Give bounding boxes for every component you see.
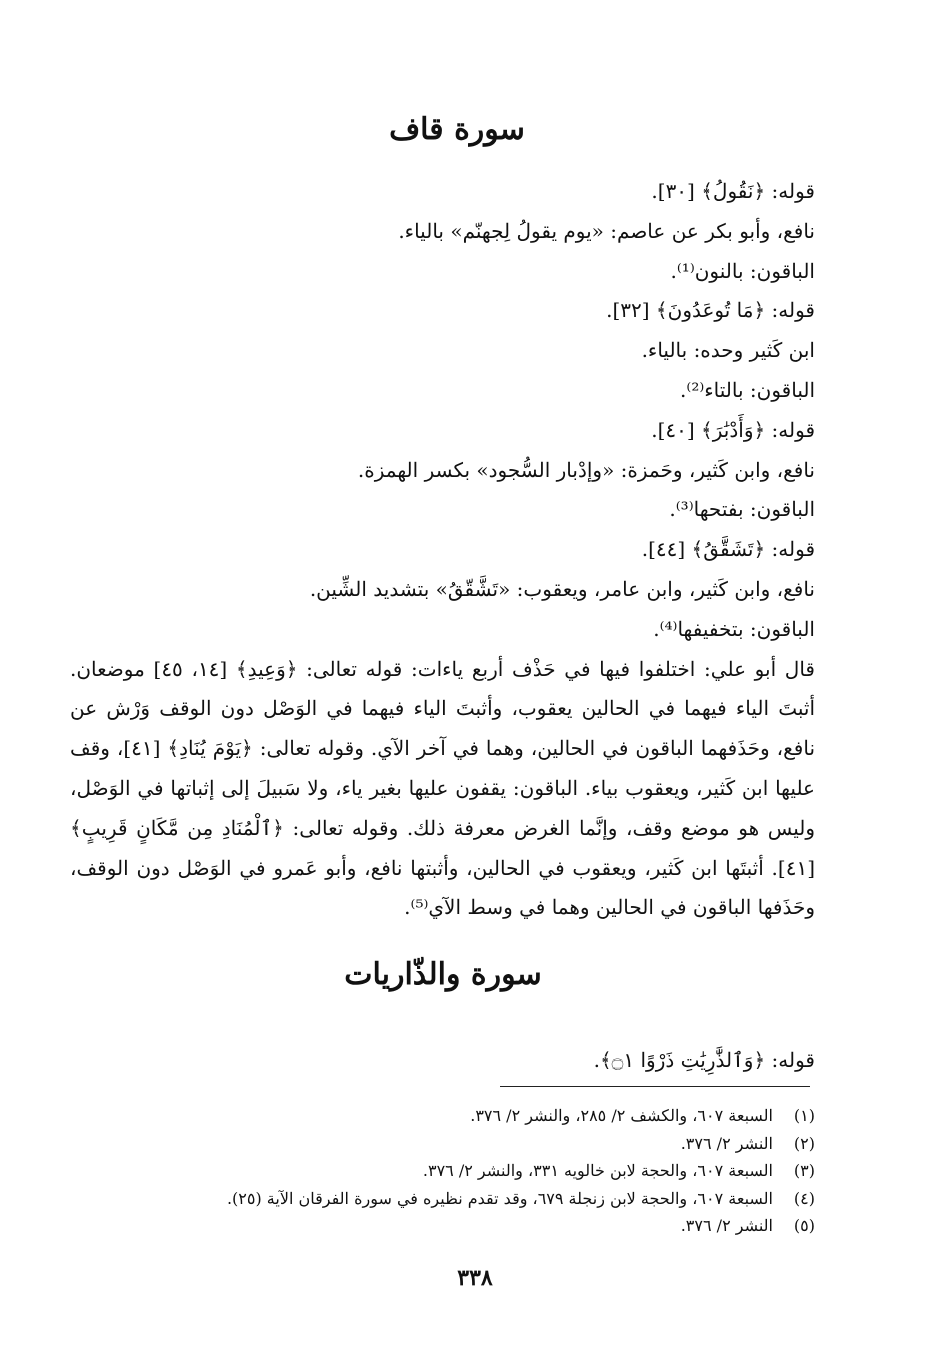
footnote-text: السبعة ٦٠٧، والحجة لابن خالويه ٣٣١، والنشر ٢/ ٣٧٦. [422, 1161, 773, 1180]
qaf-line-11: نافع، وابن كَثير، وابن عامر، ويعقوب: «تَشَّقّقُ» بتشديد الشِّين. [309, 576, 815, 601]
commentary-paragraph: قال أبو علي: اختلفوا فيها في حَذْف أربع ياءات: قوله تعالى: ﴿وَعِيدِ﴾ [١٤، ٤٥] موضعان. أثبتَ الياء فيهما في الحالين يعقوب، وأثبتَ الياء فيهما في الوَصْل دون الوقف وَرْش عن نافع، وحَذَفهما الباقون في الحالين، وهما في آخر الآي. وقوله تعالى: ﴿يَوْمَ يُنَادِ﴾ [٤١]، وقف عليها ابن كَثير، ويعقوب بياء. الباقون: يقفون عليها بغير ياء، ولا سَبيلَ إلى إثباتها في الوَصْل، وليس هو موضع وقف، وإنَّما الغرض معرفة ذلك. وقوله تعالى: ﴿ٱلْمُنَادِ مِن مَّكَانٍ قَرِيبٍ﴾ [٤١]. أثبتَها ابن كَثير، ويعقوب في الحالين، وأثبتها نافع، وأبو عَمرو في الوَصْل دون الوقف، وحَذَفها الباقون في الحالين وهما في وسط الآي⁽⁵⁾. [70, 656, 816, 920]
qaf-line-10: قوله: ﴿تَشَقَّقُ﴾ [٤٤]. [641, 537, 815, 562]
footnote [60, 1157, 815, 1185]
footnote-number: (٣) [793, 1161, 815, 1180]
footnote-text: النشر ٢/ ٣٧٦. [680, 1216, 773, 1235]
page-number: ٣٣٨ [457, 1265, 493, 1291]
footnote [60, 1102, 815, 1130]
qaf-line-6: الباقون: بالتاء⁽²⁾. [680, 377, 815, 402]
footnote-text: السبعة ٦٠٧، والكشف ٢/ ٢٨٥، والنشر ٢/ ٣٧٦. [470, 1106, 773, 1125]
footnote-number: (١) [793, 1106, 815, 1125]
qaf-line-1: قوله: ﴿نَقُولُ﴾ [٣٠]. [651, 179, 815, 203]
dhariyat-line-1: قوله: ﴿وَٱلذَّٰرِيَٰتِ ذَرْوًا ۝١﴾. [593, 1048, 815, 1072]
qaf-line-5: ابن كَثير وحده: بالياء. [641, 338, 815, 363]
footnote-number: (٥) [793, 1216, 815, 1235]
footnote [60, 1212, 815, 1240]
qaf-line-12: الباقون: بتخفيفها⁽⁴⁾. [653, 616, 815, 641]
surah-qaf-body [70, 172, 815, 928]
surah-qaf-title: سورة قاف [389, 112, 525, 147]
footnotes [60, 1102, 815, 1240]
footnote-number: (٢) [793, 1133, 815, 1153]
qaf-line-7: قوله: ﴿وَأَدْبَٰرَ﴾ [٤٠]. [651, 417, 815, 442]
surah-dhariyat-title: سورة والذّاريات [344, 957, 542, 992]
footnote [60, 1185, 815, 1213]
qaf-line-9: الباقون: بفتحها⁽³⁾. [669, 497, 815, 522]
footnote [60, 1130, 815, 1158]
qaf-line-4: قوله: ﴿مَا تُوعَدُونَ﴾ [٣٢]. [606, 298, 815, 323]
footnote-divider [500, 1086, 810, 1087]
qaf-line-8: نافع، وابن كَثير، وحَمزة: «وإدْبار السُّجود» بكسر الهمزة. [357, 457, 815, 482]
footnote-text: السبعة ٦٠٧، والحجة لابن زنجلة ٦٧٩، وقد تقدم نظيره في سورة الفرقان الآية (٢٥). [226, 1188, 773, 1208]
footnote-number: (٤) [793, 1188, 815, 1208]
qaf-line-3: الباقون: بالنون⁽¹⁾. [670, 258, 815, 283]
qaf-line-2: نافع، وأبو بكر عن عاصم: «يوم يقولُ لِجهنّم» بالياء. [398, 218, 815, 243]
footnote-text: النشر ٢/ ٣٧٦. [680, 1133, 773, 1153]
